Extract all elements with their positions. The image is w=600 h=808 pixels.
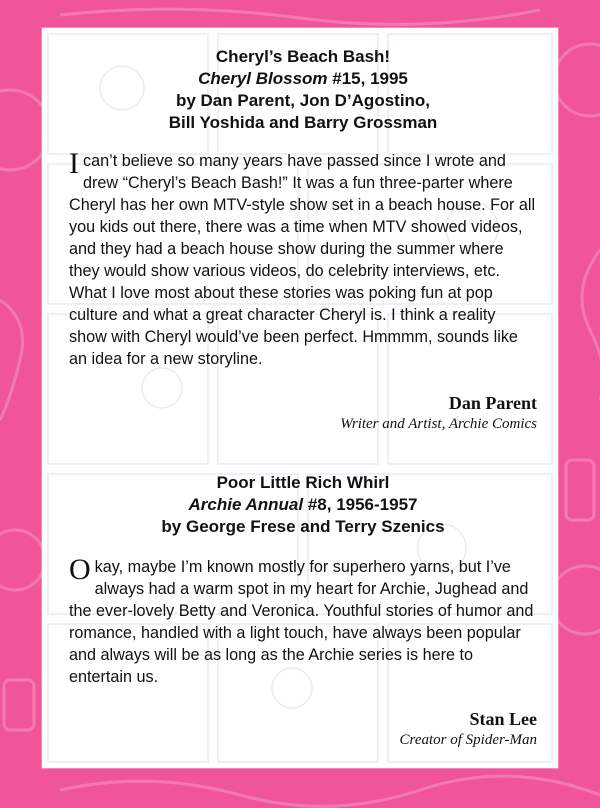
section-heading: [83, 46, 523, 134]
credits-line-1: by George Frese and Terry Szenics: [161, 517, 445, 536]
issue-line: [83, 494, 523, 516]
issue-line: [83, 68, 523, 90]
credits-line-1: by Dan Parent, Jon D’Agostino,: [175, 91, 431, 110]
page-content: [42, 28, 558, 768]
essay-paragraph: [69, 553, 537, 688]
section-poor-little-rich-whirl: [69, 472, 537, 750]
paragraph-text: kay, maybe I’m known mostly for superhero yarns, but I’ve always had a warm spot in my heart for Archie, Jughead and the ever-lovely Betty and Veronica. Youthful stories of humor and romance, handled with a light touch, have always been popular and always will be as long as the Archie series is here to entertain us.: [69, 558, 534, 686]
signature-role: Creator of Spider-Man: [399, 732, 537, 748]
signature: [69, 392, 537, 434]
story-title: Poor Little Rich Whirl: [216, 473, 390, 492]
drop-cap: O: [69, 553, 91, 586]
paragraph-text: can’t believe so many years have passed since I wrote and drew “Cheryl’s Beach Bash!” It was a fun three-parter where Cheryl has her own MTV-style show set in a beach house. For all you kids out there, there was a time when MTV showed videos, and they had a beach house show during the summer where they would show various videos, do celebrity interviews, etc. What I love most about these stories was poking fun at pop culture and what a great character Cheryl is. I think a reality show with Cheryl would’ve been perfect. Hmmmm, sounds like an idea for a new storyline.: [69, 152, 536, 368]
page-panel: [42, 28, 558, 768]
signature-name: Stan Lee: [469, 709, 537, 729]
issue-number-year: #8, 1956-1957: [303, 495, 418, 514]
signature-name: Dan Parent: [448, 393, 537, 413]
section-heading: [83, 472, 523, 538]
story-title: Cheryl’s Beach Bash!: [215, 47, 391, 66]
issue-series-name: Cheryl Blossom: [198, 69, 328, 88]
essay-paragraph: [69, 147, 537, 370]
issue-series-name: Archie Annual: [188, 495, 304, 514]
signature: [69, 708, 537, 750]
section-cheryls-beach-bash: [69, 46, 537, 434]
drop-cap: I: [69, 147, 79, 180]
credits-line-2: Bill Yoshida and Barry Grossman: [168, 113, 438, 132]
signature-role: Writer and Artist, Archie Comics: [340, 416, 537, 432]
issue-number-year: #15, 1995: [327, 69, 408, 88]
